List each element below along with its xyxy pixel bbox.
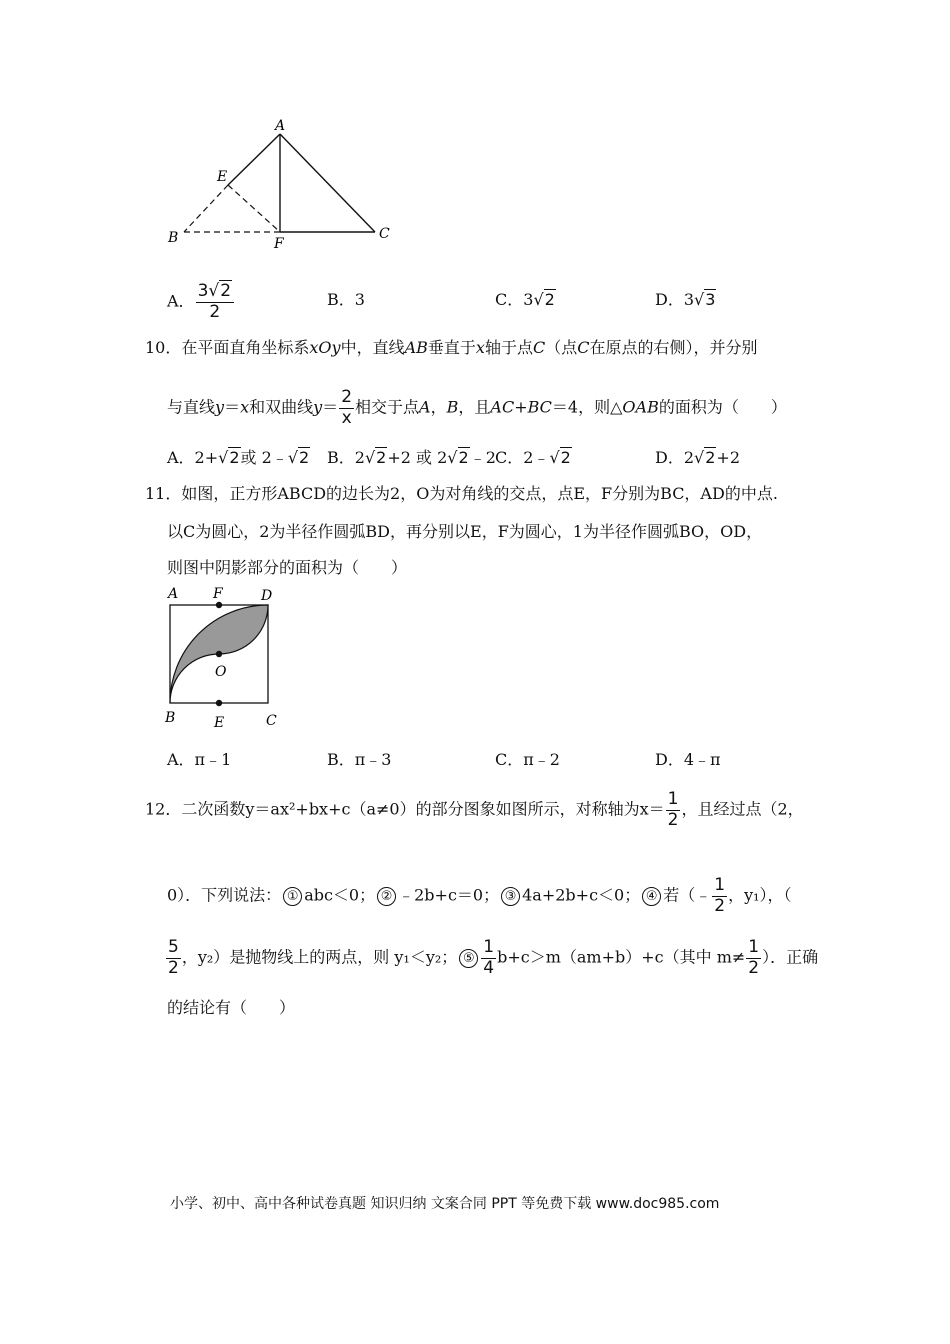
q12-fraction-3: $\frac{5}{2}$ [168, 937, 179, 978]
q12-line3: $\frac{5}{2}$ ，y₂）是抛物线上的两点，则 y₁＜y₂； ⑤ $\frac{1}{4}$ b+c＞m（am+b）+c（其中 m≠ $\frac{1}{2}$ ）．正确 [168, 937, 819, 978]
q9-option-b[interactable]: B．3 [327, 290, 365, 309]
q10-option-b[interactable]: B．2√2+2 或 2√2﹣2 [327, 448, 496, 467]
q10-option-c[interactable]: C．2﹣√2 [495, 448, 571, 467]
label-E: E [217, 169, 228, 185]
q12-fraction-2: $\frac{1}{2}$ [714, 875, 726, 916]
q10-fraction: $\frac{2}{x}$ [341, 387, 353, 428]
q9-option-a[interactable]: A． $\frac{3√2}{2}$ [167, 282, 235, 322]
label-B: B [168, 230, 179, 246]
q9-option-d[interactable]: D．3√3 [655, 290, 716, 309]
label-E: E [214, 715, 225, 731]
q12-fraction-4: $\frac{1}{4}$ [483, 937, 495, 978]
label-A: A [168, 586, 179, 602]
footer-text: 小学、初中、高中各种试卷真题 知识归纳 文案合同 PPT 等免费下载 www.doc985.com [170, 1196, 720, 1212]
q12-fraction-1: $\frac{1}{2}$ [667, 789, 679, 830]
label-O: O [215, 664, 227, 680]
label-A: A [275, 118, 286, 134]
q12-fraction-5: $\frac{1}{2}$ [748, 937, 760, 978]
q11-line2: 以C为圆心，2为半径作圆弧BD，再分别以E，F为圆心，1为半径作圆弧BO，OD， [167, 522, 763, 541]
label-D: D [261, 588, 273, 604]
q9-a-fraction: $\frac{3√2}{2}$ [196, 282, 235, 322]
label-C: C [266, 713, 277, 729]
q9-option-c[interactable]: C．3√2 [495, 290, 555, 309]
label-B: B [165, 710, 176, 726]
q10-line1: 10．在平面直角坐标系xOy中，直线AB垂直于x轴于点C（点C在原点的右侧），并分别 [145, 338, 758, 357]
label-F: F [274, 236, 284, 252]
q10-option-d[interactable]: D．2√2+2 [655, 448, 740, 467]
q11-line3: 则图中阴影部分的面积为（ ） [167, 558, 408, 577]
q11-option-b[interactable]: B．π﹣3 [327, 750, 392, 769]
q10-line2: 与直线y＝x和双曲线y＝ $\frac{2}{x}$ 相交于点A，B，且AC+BC＝4，则△OAB的面积为（ ） [167, 387, 787, 428]
q12-line1: 12．二次函数y＝ax²+bx+c（a≠0）的部分图象如图所示，对称轴为x＝ $\frac{1}{2}$ ，且经过点（2， [145, 789, 804, 830]
q11-option-c[interactable]: C．π﹣2 [495, 750, 560, 769]
q11-line1: 11．如图，正方形ABCD的边长为2，O为对角线的交点，点E，F分别为BC，AD的中点. [145, 484, 778, 503]
label-F: F [213, 586, 223, 602]
square-figure [160, 582, 290, 732]
triangle-figure [160, 110, 400, 260]
q12-line2: 0）．下列说法： ① abc＜0； ② ﹣2b+c＝0； ③ 4a+2b+c＜0； ④ 若（﹣ $\frac{1}{2}$ ，y₁），（ [167, 875, 792, 916]
q11-option-a[interactable]: A．π﹣1 [167, 750, 232, 769]
label-C: C [379, 226, 390, 242]
q11-option-d[interactable]: D．4﹣π [655, 750, 721, 769]
q10-option-a[interactable]: A．2+√2或 2﹣√2 [167, 448, 310, 467]
q12-line4: 的结论有（ ） [167, 998, 296, 1017]
